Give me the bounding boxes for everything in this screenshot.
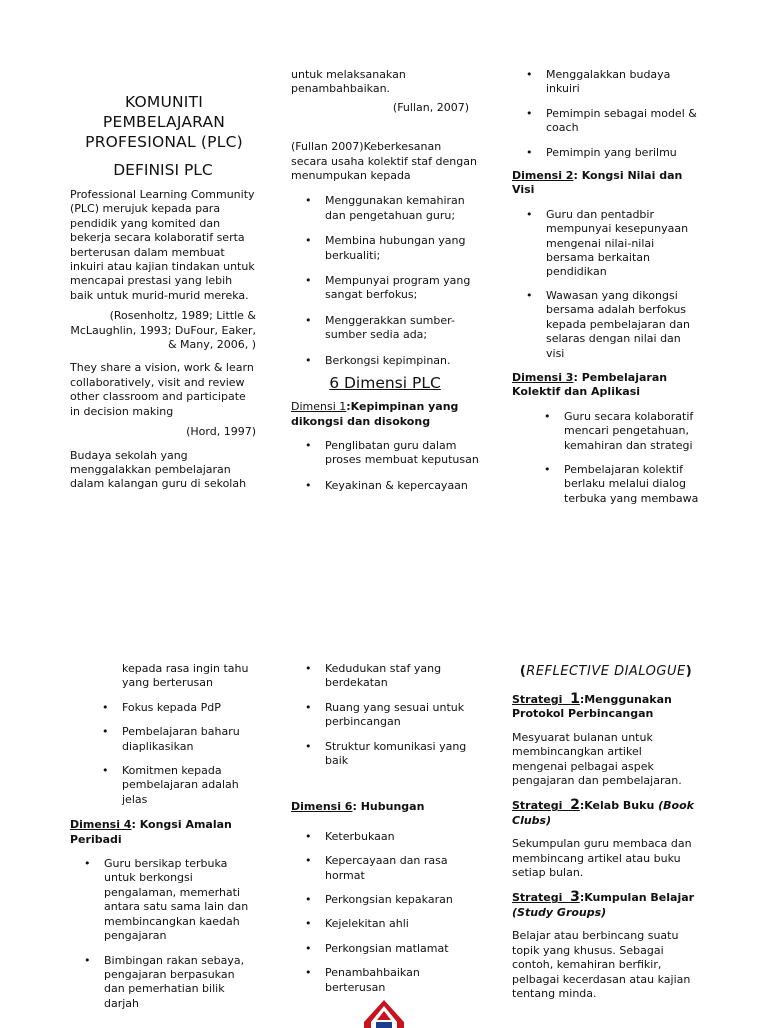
strategi-1-heading: Strategi 1:Menggunakan Protokol Perbincangan bbox=[512, 691, 672, 721]
doc-title: KOMUNITI PEMBELAJARAN PROFESIONAL (PLC) bbox=[85, 93, 243, 151]
strategi-3-heading: Strategi 3:Kumpulan Belajar (Study Groups) bbox=[512, 889, 695, 919]
col3 bbox=[512, 68, 700, 506]
top-list bbox=[291, 662, 479, 768]
strategi-2-heading: Strategi 2:Kelab Buku (Book Clubs) bbox=[512, 797, 694, 827]
dimensi-4-list bbox=[70, 857, 258, 1011]
list-item: • Pembelajaran baharu diaplikasikan bbox=[88, 725, 258, 754]
list-item: • Struktur komunikasi yang baik bbox=[291, 740, 479, 769]
list-item: • Penglibatan guru dalam proses membuat keputusan bbox=[291, 439, 479, 468]
dimensi-3-list bbox=[512, 410, 700, 506]
strategi-2-body: Sekumpulan guru membaca dan membincang artikel atau buku setiap bulan. bbox=[512, 837, 692, 880]
dimensi-3-heading: Dimensi 3: Pembelajaran Kolektif dan Aplikasi bbox=[512, 370, 668, 399]
list-item: • Guru secara kolaboratif mencari pengetahuan, kemahiran dan strategi bbox=[530, 410, 700, 453]
continuation-paragraph: untuk melaksanakan penambahbaikan. bbox=[291, 68, 406, 96]
list-item: • Wawasan yang dikongsi bersama adalah berfokus kepada pembelajaran dan selaras dengan nilai dan visi bbox=[512, 289, 700, 361]
citation-rosenholtz: (Rosenholtz, 1989; Little & McLaughlin, 1993; DuFour, Eaker, & Many, 2006, ) bbox=[70, 309, 256, 352]
top-list bbox=[512, 68, 700, 160]
dimensi-2-list bbox=[512, 208, 700, 361]
list-item: • Guru bersikap terbuka untuk berkongsi pengalaman, memerhati antara satu sama lain dan membincangkan kaedah pengajaran bbox=[70, 857, 258, 943]
list-item: • Keterbukaan bbox=[291, 830, 479, 844]
list-item: • Pembelajaran kolektif berlaku melalui dialog terbuka yang membawa bbox=[530, 463, 700, 506]
list-item: • Menggalakkan budaya inkuiri bbox=[512, 68, 700, 97]
col1 bbox=[70, 92, 256, 492]
list-item: • Menggerakkan sumber-sumber sedia ada; bbox=[291, 314, 479, 343]
list-item: • Bimbingan rakan sebaya, pengajaran berpasukan dan pemerhatian bilik darjah bbox=[70, 954, 258, 1012]
list-item: • Kejelekitan ahli bbox=[291, 917, 479, 931]
col5 bbox=[291, 662, 479, 995]
list-item: • Perkongsian matlamat bbox=[291, 942, 479, 956]
col2 bbox=[291, 68, 479, 493]
list-item: • Komitmen kepada pembelajaran adalah jelas bbox=[88, 764, 258, 807]
col4 bbox=[70, 662, 258, 1011]
list-item: • Perkongsian kepakaran bbox=[291, 893, 479, 907]
list-item: • Keyakinan & kepercayaan bbox=[291, 479, 479, 493]
list-item: • Berkongsi kepimpinan. bbox=[291, 354, 479, 368]
dimensi-6-list bbox=[291, 830, 479, 995]
definisi-heading: DEFINISI PLC bbox=[113, 161, 213, 179]
list-item: • Ruang yang sesuai untuk perbincangan bbox=[291, 701, 479, 730]
list-item: • Penambahbaikan berterusan bbox=[291, 966, 479, 995]
list-item: • Kepercayaan dan rasa hormat bbox=[291, 854, 479, 883]
definition-paragraph: Professional Learning Community (PLC) merujuk kepada para pendidik yang komited dan bekerja secara kolaboratif serta berterusan dalam membuat inkuiri atau kajian tindakan untuk mencapai prestasi yang lebih baik untuk murid-murid mereka. bbox=[70, 188, 255, 302]
dimensi-1-list bbox=[291, 439, 479, 493]
list-item: • Pemimpin sebagai model & coach bbox=[512, 107, 700, 136]
list-item: • Pemimpin yang berilmu bbox=[512, 146, 700, 160]
strategi-1-body: Mesyuarat bulanan untuk membincangkan artikel mengenai pelbagai aspek pengajaran dan pembelajaran. bbox=[512, 730, 682, 788]
vision-paragraph: They share a vision, work & learn collaboratively, visit and review other classroom and participate in decision making bbox=[70, 361, 254, 418]
fullan-paragraph: (Fullan 2007)Keberkesanan secara usaha kolektif staf dengan menumpukan kepada bbox=[291, 140, 477, 183]
dimensi-1-heading: Dimensi 1:Kepimpinan yang dikongsi dan disokong bbox=[291, 400, 459, 428]
dimensi-heading: 6 Dimensi PLC bbox=[329, 374, 441, 393]
list-item: • Kedudukan staf yang berdekatan bbox=[291, 662, 479, 691]
budaya-paragraph: Budaya sekolah yang menggalakkan pembelajaran dalam kalangan guru di sekolah bbox=[70, 448, 247, 491]
citation-hord: (Hord, 1997) bbox=[186, 425, 256, 439]
list-item: • Fokus kepada PdP bbox=[88, 701, 258, 715]
dimensi-6-heading: Dimensi 6: Hubungan bbox=[291, 800, 425, 814]
list-item: • Menggunakan kemahiran dan pengetahuan guru; bbox=[291, 194, 479, 223]
col6 bbox=[512, 662, 700, 1001]
list-item: • Mempunyai program yang sangat berfokus; bbox=[291, 274, 479, 303]
fullan-list bbox=[291, 194, 479, 368]
citation-fullan: (Fullan, 2007) bbox=[392, 100, 469, 114]
reflective-dialogue-heading: (REFLECTIVE DIALOGUE) bbox=[519, 664, 693, 679]
dimensi-2-heading: Dimensi 2: Kongsi Nilai dan Visi bbox=[512, 169, 683, 197]
list-item: • Membina hubungan yang berkualiti; bbox=[291, 234, 479, 263]
top-list bbox=[70, 701, 258, 807]
strategi-3-body: Belajar atau berbincang suatu topik yang khusus. Sebagai contoh, kemahiran berfikir, pelbagai kecerdasan atau kajian tentang minda. bbox=[512, 929, 691, 1000]
continuation-text: kepada rasa ingin tahu yang berterusan bbox=[122, 662, 249, 690]
list-item: • Guru dan pentadbir mempunyai kesepunyaan mengenai nilai-nilai bersama berkaitan pendidikan bbox=[512, 208, 700, 280]
dimensi-4-heading: Dimensi 4: Kongsi Amalan Peribadi bbox=[70, 818, 232, 846]
